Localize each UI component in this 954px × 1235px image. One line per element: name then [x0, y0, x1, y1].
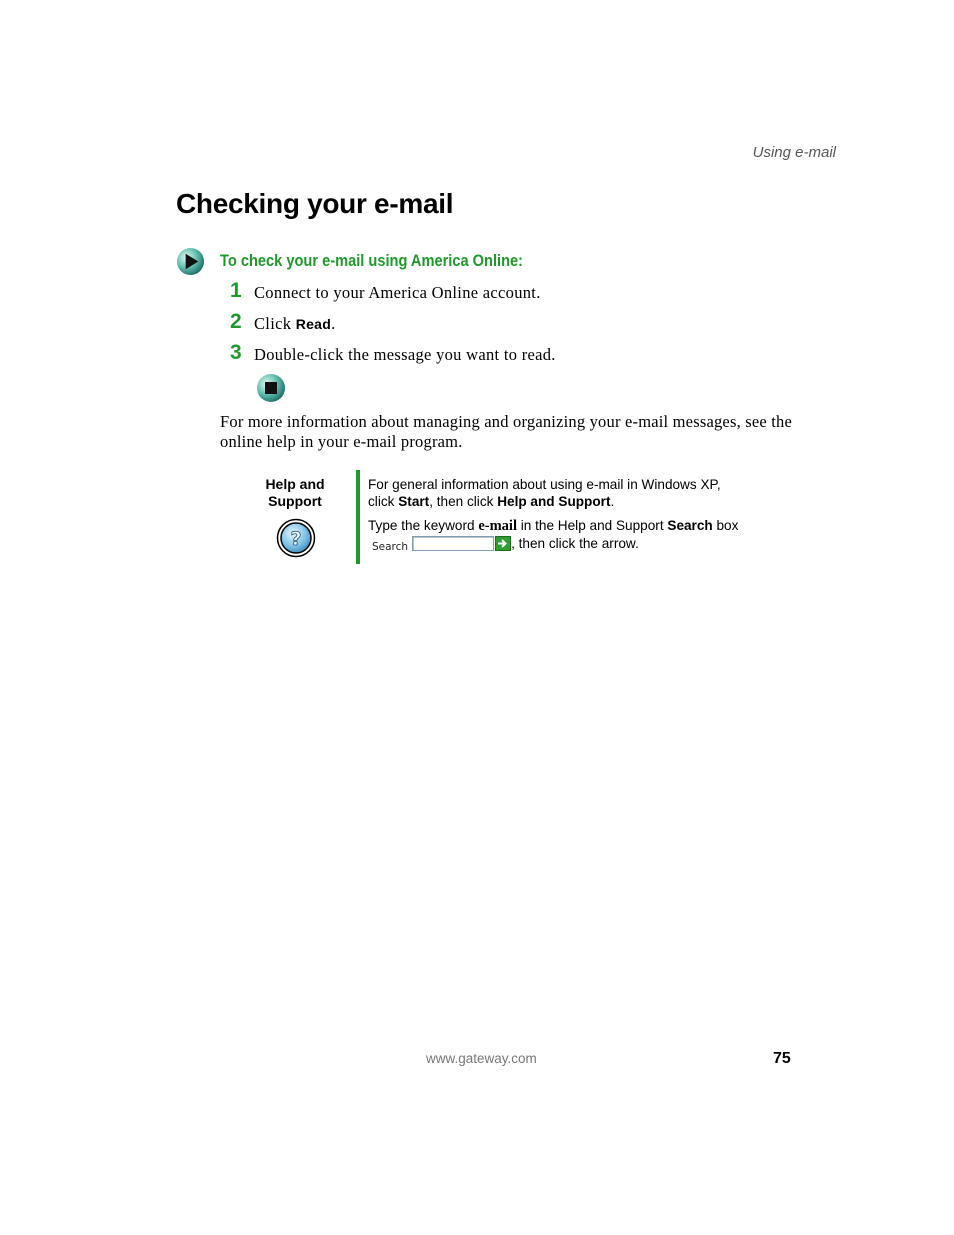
help-question-icon: [276, 518, 316, 558]
step-number: 3: [230, 341, 242, 364]
read-command: Read: [295, 316, 332, 332]
search-box-label: Search: [372, 541, 409, 553]
search-box-illustration: [412, 536, 494, 551]
help-paragraph-1: [368, 476, 748, 510]
step-text-suffix: .: [331, 314, 336, 333]
step-number: 2: [230, 310, 242, 333]
help-support-command: Help and Support: [497, 494, 611, 509]
help-label-line: Help and: [265, 476, 325, 492]
help-paragraph-2: [368, 517, 748, 556]
start-command: Start: [398, 494, 430, 509]
step-number: 1: [230, 279, 242, 302]
step-text-prefix: Click: [254, 314, 296, 333]
info-paragraph: For more information about managing and organizing your e-mail messages, see the online help in your e-mail program.: [220, 412, 792, 451]
step-text: [254, 314, 336, 334]
help-text: , then click: [429, 494, 498, 509]
arrow-right-icon: [495, 536, 511, 551]
help-text: in the Help and Support: [516, 518, 668, 533]
step-text: Connect to your America Online account.: [254, 283, 541, 302]
help-text: , then click the arrow.: [511, 536, 639, 551]
page-title: Checking your e-mail: [176, 188, 454, 219]
help-text: Type the keyword: [368, 518, 479, 533]
footer-url: www.gateway.com: [426, 1051, 537, 1066]
help-text: box: [712, 518, 739, 533]
procedure-end-icon: [256, 373, 286, 403]
svg-text:?: ?: [290, 528, 302, 550]
help-label-line: Support: [268, 493, 322, 509]
search-command: Search: [667, 518, 713, 533]
procedure-start-icon: [176, 247, 205, 276]
help-text: .: [610, 494, 615, 509]
keyword-email: e-mail: [478, 518, 517, 534]
page-number: 75: [773, 1050, 791, 1067]
help-text: For general information about using e-mail in Windows XP, click: [368, 477, 721, 509]
running-header: Using e-mail: [752, 144, 836, 161]
procedure-heading: To check your e-mail using America Online:: [220, 251, 524, 270]
step-text: Double-click the message you want to read.: [254, 345, 556, 364]
help-support-label: [250, 476, 340, 510]
help-divider-bar: [356, 470, 360, 564]
